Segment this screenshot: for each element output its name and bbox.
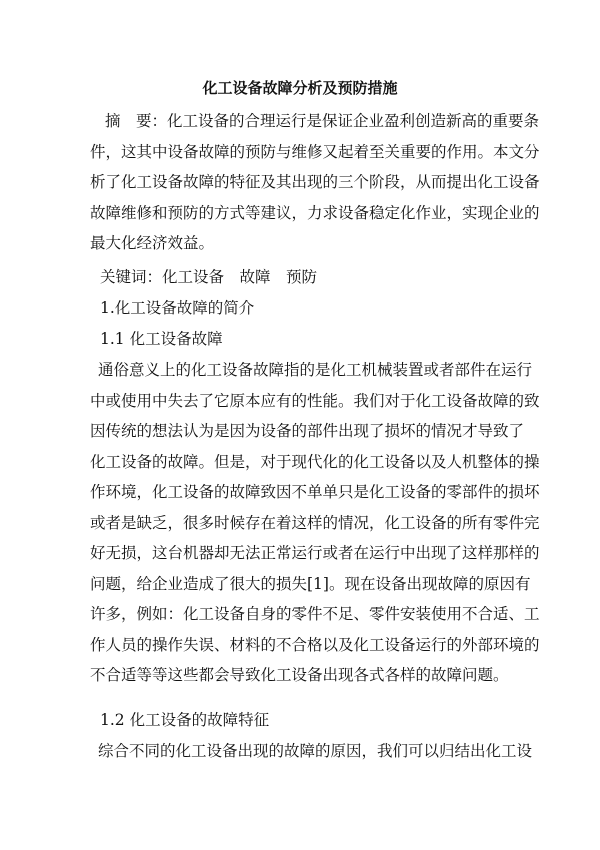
section-1-2-block	[90, 705, 510, 736]
abstract-line: 故障维修和预防的方式等建议，力求设备稳定化作业，实现企业的	[90, 203, 540, 222]
paragraph-line: 综合不同的化工设备出现的故障的原因，我们可以归结出化工设	[98, 742, 533, 760]
abstract-line: 最大化经济效益。	[90, 234, 215, 252]
keywords-block	[90, 262, 510, 293]
document-title: 化工设备故障分析及预防措施	[202, 79, 398, 97]
paragraph-line: 问题，给企业造成了很大的损失[1]。现在设备出现故障的原因有	[90, 574, 531, 593]
section-heading: 1.2 化工设备的故障特征	[100, 711, 270, 729]
paragraph-line: 因传统的想法认为是因为设备的部件出现了损坏的情况才导致了	[90, 422, 525, 440]
paragraph-line: 好无损，这台机器却无法正常运行或者在运行中出现了这样那样的	[90, 544, 540, 562]
abstract-line: 析了化工设备故障的特征及其出现的三个阶段，从而提出化工设备	[90, 173, 540, 191]
section-1-block	[90, 293, 510, 324]
abstract-paragraph	[90, 106, 540, 259]
paragraph-line: 许多，例如：化工设备自身的零件不足、零件安装使用不合适、工	[90, 605, 540, 623]
section-1-2-paragraph	[90, 736, 533, 767]
section-1-1-paragraph	[90, 355, 540, 691]
keywords-line: 关键词：化工设备 故障 预防	[100, 268, 318, 286]
section-1-1-block	[90, 324, 510, 355]
abstract-line: 件，这其中设备故障的预防与维修又起着至关重要的作用。本文分	[90, 142, 540, 161]
abstract-line: 摘 要：化工设备的合理运行是保证企业盈利创造新高的重要条	[105, 112, 540, 130]
section-heading: 1.化工设备故障的简介	[100, 299, 255, 317]
paragraph-line: 作人员的操作失误、材料的不合格以及化工设备运行的外部环境的	[90, 635, 540, 654]
paragraph-line: 作环境，化工设备的故障致因不单单只是化工设备的零部件的损坏	[90, 483, 540, 501]
paragraph-line: 中或使用中失去了它原本应有的性能。我们对于化工设备故障的致	[90, 391, 540, 410]
paragraph-line: 化工设备的故障。但是，对于现代化的化工设备以及人机整体的操	[90, 452, 540, 471]
section-heading: 1.1 化工设备故障	[100, 330, 223, 348]
paragraph-line: 通俗意义上的化工设备故障指的是化工机械装置或者部件在运行	[98, 361, 533, 379]
paragraph-line: 不合适等等这些都会导致化工设备出现各式各样的故障问题。	[90, 666, 509, 684]
paragraph-line: 或者是缺乏，很多时候存在着这样的情况，化工设备的所有零件完	[90, 513, 540, 532]
